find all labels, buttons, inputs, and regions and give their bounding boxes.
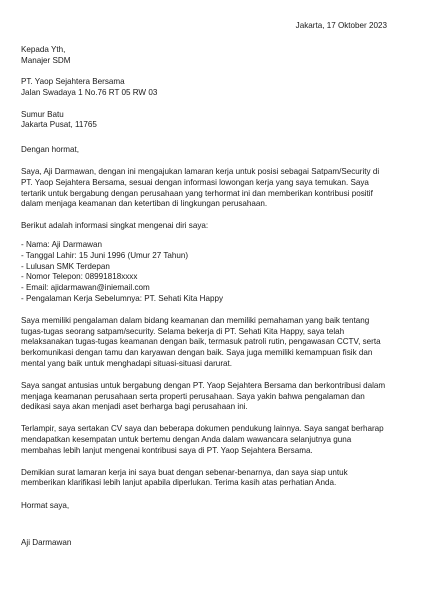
paragraph-attachments: Terlampir, saya sertakan CV saya dan beberapa dokumen pendukung lainnya. Saya sangat berharap mendapatkan kesempatan untuk bertemu dengan Anda dalam wawancara selanjutnya guna membahas lebih lanjut mengenai kontribusi saya di PT. Yaop Sejahtera Bersama. [21, 424, 384, 455]
info-intro: Berikut adalah informasi singkat mengenai diri saya: [21, 221, 209, 231]
info-item-education: - Lulusan SMK Terdepan [21, 261, 110, 271]
info-item-phone: - Nomor Telepon: 08991818xxxx [21, 272, 138, 282]
letter-date: Jakarta, 17 Oktober 2023 [295, 21, 387, 30]
recipient-district: Sumur Batu [21, 109, 64, 119]
recipient-title: Manajer SDM [21, 55, 71, 65]
signature-name: Aji Darmawan [21, 537, 72, 547]
recipient-company: PT. Yaop Sejahtera Bersama [21, 77, 125, 87]
paragraph-enthusiasm: Saya sangat antusias untuk bergabung dengan PT. Yaop Sejahtera Bersama dan berkontribusi dalam menjaga keamanan perusahaan serta properti perusahaan. Saya yakin bahwa pengalaman dan dedikasi saya akan menjadi aset berharga bagi perusahaan ini. [21, 380, 386, 412]
info-item-email: - Email: ajidarmawan@iniemail.com [21, 283, 150, 293]
paragraph-closing: Demikian surat lamaran kerja ini saya buat dengan sebenar-benarnya, dan saya siap untuk memberikan klarifikasi lebih lanjut apabila diperlukan. Terima kasih atas perhatian Anda. [21, 467, 348, 488]
info-list [21, 240, 387, 305]
recipient-street: Jalan Swadaya 1 No.76 RT 05 RW 03 [21, 87, 158, 97]
info-item-experience: - Pengalaman Kerja Sebelumnya: PT. Sehati Kita Happy [21, 294, 224, 304]
salutation: Dengan hormat, [21, 145, 80, 155]
info-item-birthdate: - Tanggal Lahir: 15 Juni 1996 (Umur 27 Tahun) [21, 250, 189, 260]
info-item-name: - Nama: Aji Darmawan [21, 240, 102, 250]
paragraph-intro: Saya, Aji Darmawan, dengan ini mengajukan lamaran kerja untuk posisi sebagai Satpam/Security di PT. Yaop Sejahtera Bersama, sesuai dengan informasi lowongan kerja yang saya temukan. Saya tertarik untuk bergabung dengan perusahaan yang terhormat ini dan memberikan kontribusi positif dalam menjaga keamanan dan ketertiban di lingkungan perusahaan. [21, 166, 380, 209]
recipient-city: Jakarta Pusat, 11765 [21, 120, 97, 130]
closing-phrase: Hormat saya, [21, 501, 70, 511]
recipient-block [21, 45, 387, 131]
paragraph-experience: Saya memiliki pengalaman dalam bidang keamanan dan memiliki pemahaman yang baik tentang tugas-tugas seorang satpam/security. Selama bekerja di PT. Sehati Kita Happy, saya telah melaksanakan tugas-tugas keamanan dengan baik, termasuk patroli rutin, pengawasan CCTV, serta berkomunikasi dengan tamu dan karyawan dengan baik. Saya juga memiliki kemampuan fisik dan mental yang baik untuk menghadapi situasi-situasi darurat. [21, 315, 381, 369]
recipient-greeting: Kepada Yth, [21, 44, 66, 54]
